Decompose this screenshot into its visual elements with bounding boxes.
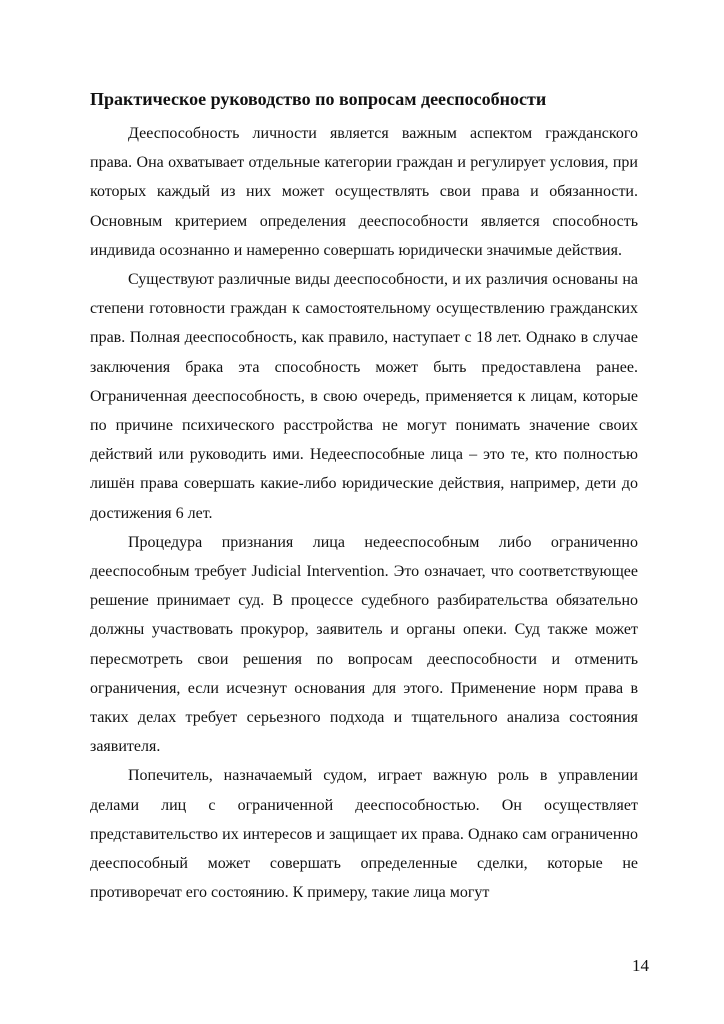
paragraph-intro: Дееспособность личности является важным аспектом гражданского права. Она охватывает отдельные категории граждан и регулирует условия, при которых каждый из них может осуществлять свои права и обязанности. Основным критерием определения дееспособности является способность индивида осознанно и намеренно совершать юридически значимые действия. (90, 125, 638, 259)
paragraph-guardian: Попечитель, назначаемый судом, играет важную роль в управлении делами лиц с ограниченной дееспособностью. Он осуществляет представительство их интересов и защищает их права. Однако сам ограниченно дееспособный может совершать определенные сделки, которые не противоречат его состоянию. К примеру, такие лица могут (90, 767, 638, 902)
page-title: Практическое руководство по вопросам дееспособности (90, 89, 547, 109)
page-content (90, 88, 638, 907)
page-number: 14 (632, 956, 649, 975)
paragraph-procedure: Процедура признания лица недееспособным либо ограниченно дееспособным требует Judicial Intervention. Это означает, что соответствующее решение принимает суд. В процессе судебного разбирательства обязательно должны участвовать прокурор, заявитель и органы опеки. Суд также может пересмотреть свои решения по вопросам дееспособности и отменить ограничения, если исчезнут основания для этого. Применение норм права в таких делах требует серьезного подхода и тщательного анализа состояния заявителя. (90, 533, 638, 756)
paragraph-types: Существуют различные виды дееспособности, и их различия основаны на степени готовности граждан к самостоятельному осуществлению гражданских прав. Полная дееспособность, как правило, наступает с 18 лет. Однако в случае заключения брака эта способность может быть предоставлена ранее. Ограниченная дееспособность, в свою очередь, применяется к лицам, которые по причине психического расстройства не могут понимать значение своих действий или руководить ими. Недееспособные лица – это те, кто полностью лишён права совершать какие-либо юридические действия, например, дети до достижения 6 лет. (90, 271, 638, 522)
